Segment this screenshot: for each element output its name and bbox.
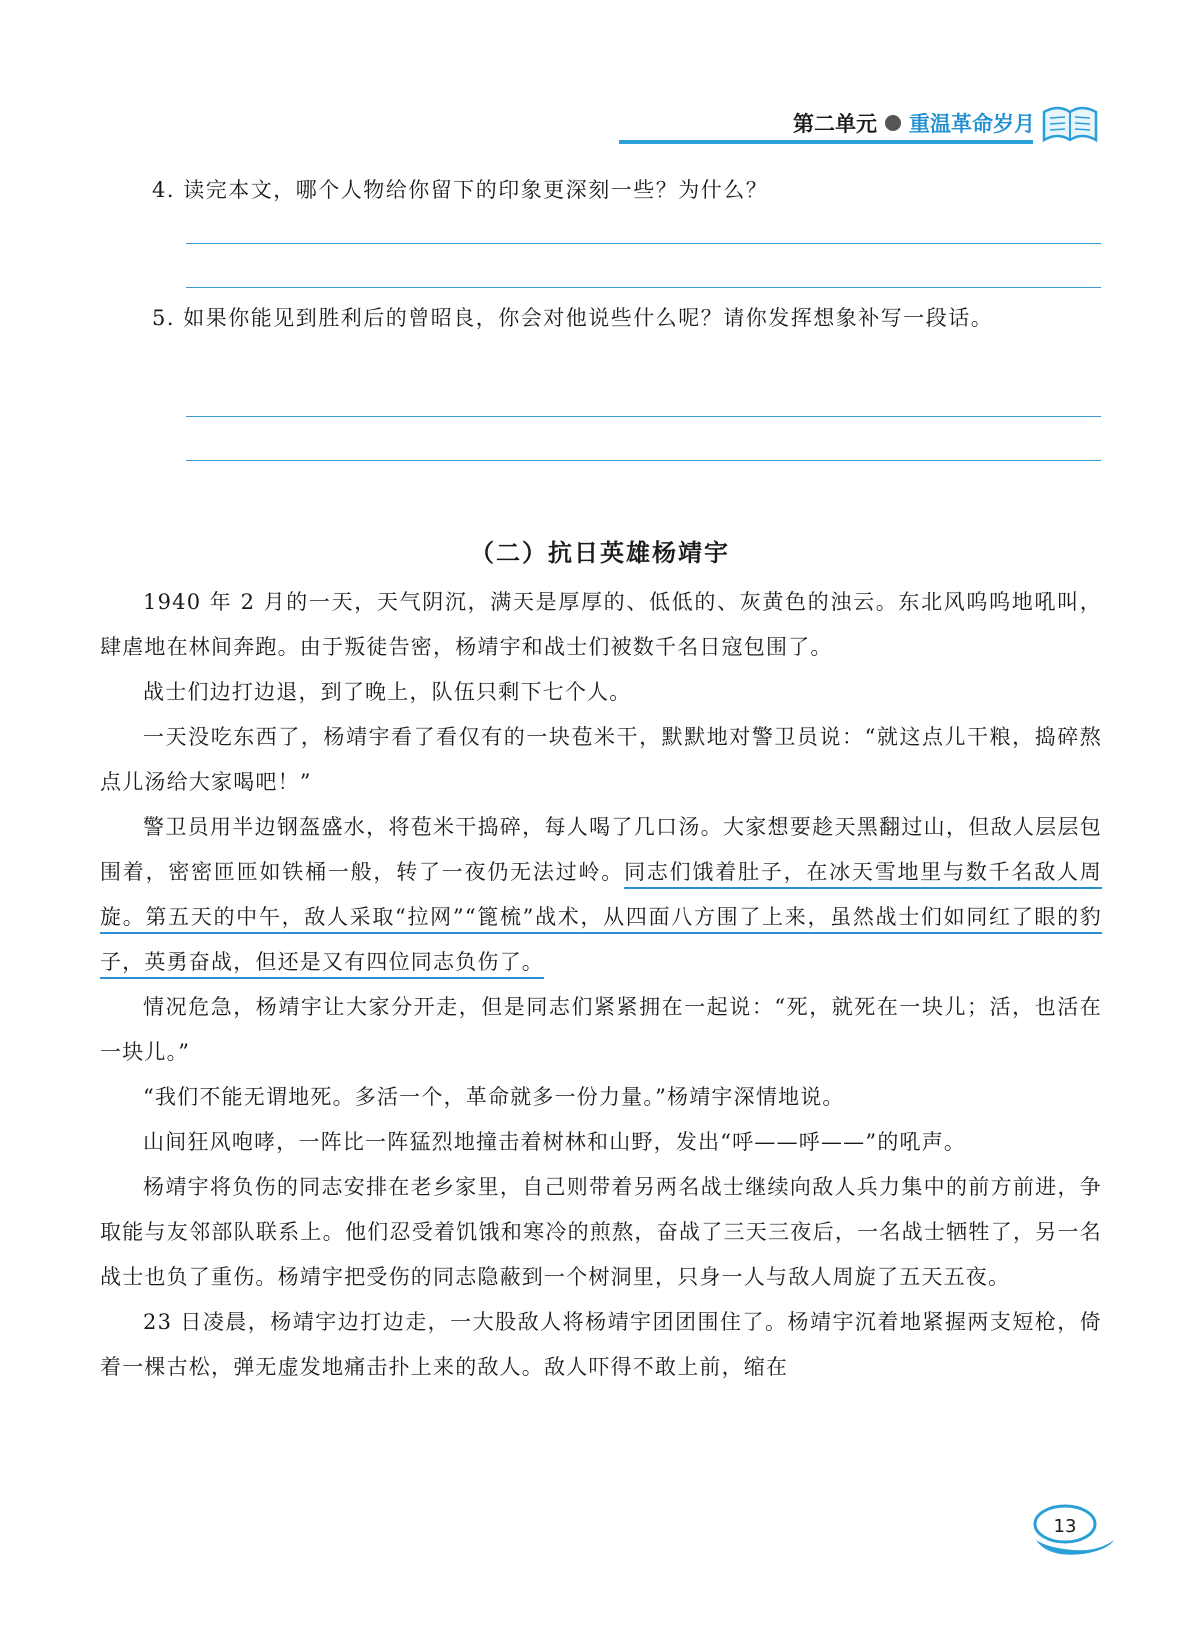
answer-line[interactable] [186, 416, 1101, 417]
answer-line[interactable] [186, 460, 1101, 461]
article-paragraph [100, 805, 1102, 985]
article-body [100, 580, 1102, 1390]
article-paragraph: 战士们边打边退，到了晚上，队伍只剩下七个人。 [143, 680, 632, 704]
question-text: 4. 读完本文，哪个人物给你留下的印象更深刻一些？为什么？ [152, 178, 769, 202]
article-paragraph: 情况危急，杨靖宇让大家分开走，但是同志们紧紧拥在一起说：“死，就死在一块儿；活，也活在一块儿。” [100, 995, 1102, 1064]
page-number: 13 [1053, 1516, 1077, 1537]
underlined-passage: 同志们饿着肚子，在冰天雪地里与数千名敌人周旋。第五天的中午，敌人采取“拉网”“篦梳”战术，从四面八方围了上来，虽然战士们如同红了眼的豹子，英勇奋战，但还是又有四位同志负伤了。 [100, 860, 1102, 974]
article-title: （二）抗日英雄杨靖宇 [470, 538, 730, 567]
question-text: 5. 如果你能见到胜利后的曾昭良，你会对他说些什么呢？请你发挥想象补写一段话。 [152, 306, 994, 330]
question-5 [152, 296, 1102, 341]
article-paragraph: 23 日凌晨，杨靖宇边打边走，一大股敌人将杨靖宇团团围住了。杨靖宇沉着地紧握两支短枪，倚着一棵古松，弹无虚发地痛击扑上来的敌人。敌人吓得不敢上前，缩在 [100, 1310, 1102, 1379]
paragraph-text: 警卫员用半边钢盔盛水，将苞米干捣碎，每人喝了几口汤。大家想要趁天黑翻过山，但敌人层层包围着，密密匝匝如铁桶一般，转了一夜仍无法过岭。 [100, 815, 1102, 884]
page-header [0, 100, 1200, 160]
unit-theme: 重温革命岁月 [909, 112, 1035, 136]
bullet-dot-icon [885, 115, 901, 131]
article-paragraph: 1940 年 2 月的一天，天气阴沉，满天是厚厚的、低低的、灰黄色的浊云。东北风呜呜地吼叫，肆虐地在林间奔跑。由于叛徒告密，杨靖宇和战士们被数千名日寇包围了。 [100, 590, 1102, 659]
question-4 [152, 168, 1102, 213]
answer-line[interactable] [186, 243, 1101, 244]
unit-label: 第二单元 [793, 112, 877, 136]
header-underline [619, 140, 1033, 144]
article-paragraph: 杨靖宇将负伤的同志安排在老乡家里，自己则带着另两名战士继续向敌人兵力集中的前方前进，争取能与友邻部队联系上。他们忍受着饥饿和寒冷的煎熬，奋战了三天三夜后，一名战士牺牲了，另一名战士也负了重伤。杨靖宇把受伤的同志隐蔽到一个树洞里，只身一人与敌人周旋了五天五夜。 [100, 1175, 1102, 1289]
open-book-icon [1040, 100, 1100, 146]
article-paragraph: “我们不能无谓地死。多活一个，革命就多一份力量。”杨靖宇深情地说。 [143, 1085, 845, 1109]
article-paragraph: 一天没吃东西了，杨靖宇看了看仅有的一块苞米干，默默地对警卫员说：“就这点儿干粮，捣碎熬点儿汤给大家喝吧！” [100, 725, 1102, 794]
answer-line[interactable] [186, 287, 1101, 288]
article-paragraph: 山间狂风咆哮，一阵比一阵猛烈地撞击着树林和山野，发出“呼——呼——”的吼声。 [143, 1130, 967, 1154]
